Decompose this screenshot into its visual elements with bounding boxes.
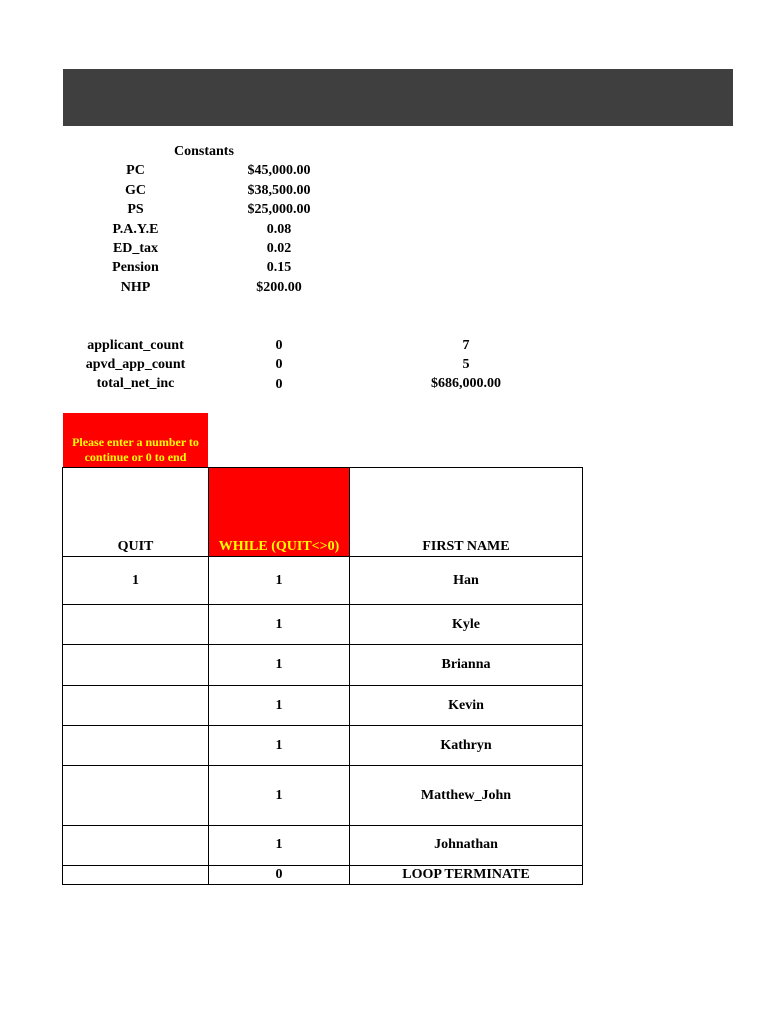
- constant-value-ed-tax: 0.02: [266, 241, 292, 256]
- table-row-divider: [62, 825, 583, 826]
- table-cell-while: 1: [275, 837, 283, 852]
- constant-label-nhp: NHP: [120, 280, 151, 295]
- table-cell-while: 1: [275, 657, 283, 672]
- table-cell-while: 1: [275, 738, 283, 753]
- table-row-divider: [62, 556, 583, 557]
- table-row-divider: [62, 765, 583, 766]
- counter-initial-total-net-inc: 0: [275, 377, 283, 392]
- constant-value-gc: $38,500.00: [247, 183, 311, 198]
- counter-final-apvd-app-count: 5: [462, 357, 470, 372]
- input-prompt-text: Please enter a number to continue or 0 to end: [72, 435, 199, 464]
- table-column-divider: [208, 467, 209, 885]
- table-row-divider: [62, 725, 583, 726]
- table-column-divider: [349, 467, 350, 885]
- table-border-bottom: [62, 884, 583, 885]
- counter-final-applicant-count: 7: [462, 338, 470, 353]
- header-quit: QUIT: [117, 539, 154, 554]
- table-row-divider: [62, 685, 583, 686]
- table-cell-name: Kathryn: [440, 738, 492, 753]
- table-cell-while: 1: [275, 788, 283, 803]
- constants-title: Constants: [174, 144, 234, 159]
- input-prompt: [63, 413, 208, 467]
- table-cell-name: LOOP TERMINATE: [402, 867, 530, 882]
- table-cell-while: 1: [275, 573, 283, 588]
- table-cell-quit: 1: [132, 573, 139, 588]
- table-cell-name: Matthew_John: [420, 788, 512, 803]
- table-row-divider: [62, 644, 583, 645]
- table-cell-name: Kevin: [448, 698, 484, 713]
- counter-final-total-net-inc: $686,000.00: [431, 376, 501, 391]
- table-border-top: [62, 467, 583, 468]
- header-while: WHILE (QUIT<>0): [218, 539, 340, 554]
- counter-label-apvd-app-count: apvd_app_count: [85, 357, 186, 372]
- header-first-name: FIRST NAME: [422, 539, 510, 554]
- constant-value-pc: $45,000.00: [247, 163, 311, 178]
- constant-value-pension: 0.15: [266, 260, 292, 275]
- table-cell-while: 1: [275, 698, 283, 713]
- counter-label-applicant-count: applicant_count: [87, 338, 184, 353]
- constant-label-ps: PS: [127, 202, 144, 217]
- table-cell-name: Johnathan: [434, 837, 498, 852]
- constant-label-ed-tax: ED_tax: [112, 241, 159, 256]
- table-row-divider: [62, 604, 583, 605]
- table-border-left: [62, 467, 63, 885]
- constant-value-ps: $25,000.00: [247, 202, 311, 217]
- constant-label-pension: Pension: [112, 260, 159, 275]
- constant-value-nhp: $200.00: [256, 280, 302, 295]
- table-cell-name: Kyle: [452, 617, 480, 632]
- constant-label-pc: PC: [126, 163, 145, 178]
- table-border-right: [582, 467, 583, 885]
- table-cell-name: Brianna: [441, 657, 491, 672]
- counter-initial-apvd-app-count: 0: [275, 357, 283, 372]
- table-cell-while: 1: [275, 617, 283, 632]
- header-banner: [63, 69, 733, 126]
- constant-label-paye: P.A.Y.E: [112, 222, 159, 237]
- table-cell-while: 0: [275, 867, 283, 882]
- counter-initial-applicant-count: 0: [275, 338, 283, 353]
- table-cell-name: Han: [453, 573, 479, 588]
- constant-label-gc: GC: [125, 183, 146, 198]
- counter-label-total-net-inc: total_net_inc: [96, 376, 175, 391]
- constant-value-paye: 0.08: [266, 222, 292, 237]
